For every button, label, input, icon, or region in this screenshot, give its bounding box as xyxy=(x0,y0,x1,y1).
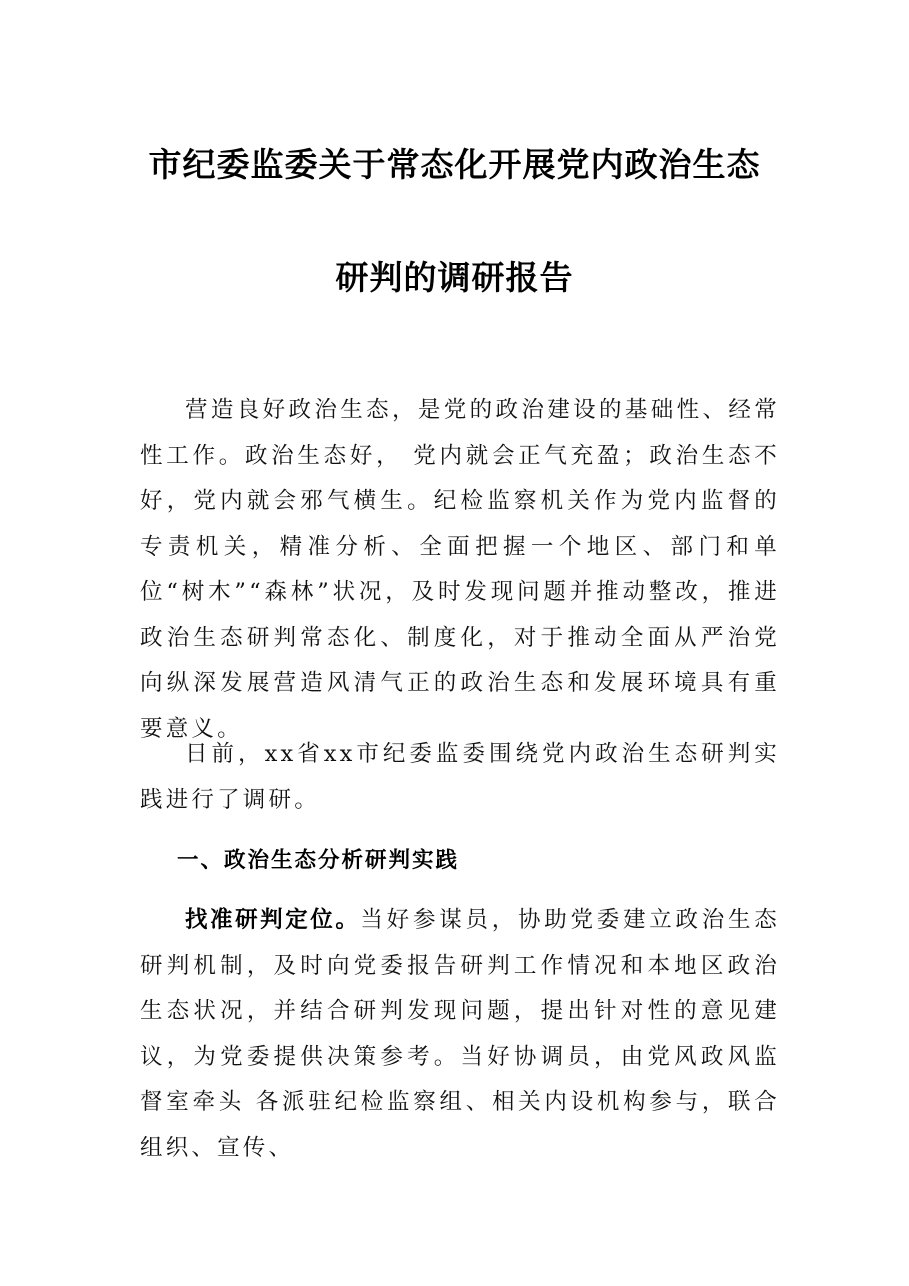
section-heading-1: 一、政治生态分析研判实践 xyxy=(177,848,460,873)
document-title-line-2: 研判的调研报告 xyxy=(335,258,574,297)
paragraph-3-text: 当好参谋员，协助党委建立政治生态研判机制，及时向党委报告研判工作情况和本地区政治生态状况，并结合研判发现问题，提出针对性的意见建议，为党委提供决策参考。当好协调员，由党风政风监督室牵头 各派驻纪检监察组、相关内设机构参与，联合组织、宣传、 xyxy=(140,907,780,1161)
paragraph-lead-phrase: 找准研判定位。 xyxy=(185,907,361,933)
body-paragraph-1: 营造良好政治生态，是党的政治建设的基础性、经常性工作。政治生态好， 党内就会正气充盈；政治生态不好，党内就会邪气横生。纪检监察机关作为党内监督的专责机关，精准分析、全面把握一个地区、部门和单位“树木”“森林”状况，及时发现问题并推动整改，推进政治生态研判常态化、制度化，对于推动全面从严治党向纵深发展营造风清气正的政治生态和发展环境具有重要意义。 xyxy=(140,397,780,742)
body-paragraph-2: 日前，xx省xx市纪委监委围绕党内政治生态研判实践进行了调研。 xyxy=(140,741,780,813)
body-paragraph-3 xyxy=(140,898,780,1171)
document-title-line-1: 市纪委监委关于常态化开展党内政治生态 xyxy=(148,145,761,184)
